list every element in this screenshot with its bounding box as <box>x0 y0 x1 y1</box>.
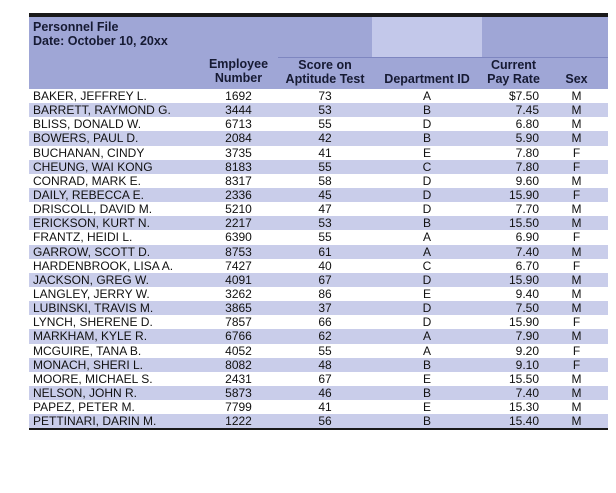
department-id-cell: B <box>372 386 482 400</box>
employee-number-cell: 2336 <box>199 188 278 202</box>
department-id-cell: A <box>372 89 482 103</box>
table-row <box>29 230 608 244</box>
department-id-cell: C <box>372 160 482 174</box>
employee-name-cell: MCGUIRE, TANA B. <box>29 344 199 358</box>
employee-number-cell: 6390 <box>199 230 278 244</box>
bottom-rule <box>29 428 608 430</box>
aptitude-score-cell: 46 <box>278 386 372 400</box>
department-id-cell: E <box>372 372 482 386</box>
pay-rate-cell: 5.90 <box>482 131 545 145</box>
sex-cell: M <box>545 372 608 386</box>
table-row <box>29 400 608 414</box>
aptitude-score-cell: 55 <box>278 230 372 244</box>
header-sex-label: Sex <box>565 72 588 86</box>
employee-name-cell: BUCHANAN, CINDY <box>29 146 199 160</box>
employee-name-cell: PETTINARI, DARIN M. <box>29 414 199 428</box>
aptitude-score-cell: 56 <box>278 414 372 428</box>
employee-number-cell: 2431 <box>199 372 278 386</box>
table-row <box>29 358 608 372</box>
employee-name-cell: DAILY, REBECCA E. <box>29 188 199 202</box>
table-row <box>29 202 608 216</box>
table-row <box>29 386 608 400</box>
aptitude-score-cell: 58 <box>278 174 372 188</box>
header-spacer-score <box>278 17 372 58</box>
employee-name-cell: CONRAD, MARK E. <box>29 174 199 188</box>
sex-cell: F <box>545 259 608 273</box>
sex-cell: M <box>545 131 608 145</box>
department-id-cell: A <box>372 245 482 259</box>
sex-cell: F <box>545 146 608 160</box>
department-id-cell: D <box>372 174 482 188</box>
department-id-cell: D <box>372 188 482 202</box>
sex-cell: M <box>545 216 608 230</box>
employee-number-cell: 3444 <box>199 103 278 117</box>
employee-number-cell: 6766 <box>199 329 278 343</box>
table-row <box>29 245 608 259</box>
sex-cell: M <box>545 117 608 131</box>
department-id-cell: B <box>372 414 482 428</box>
table-row <box>29 344 608 358</box>
department-id-cell: B <box>372 216 482 230</box>
employee-name-cell: HARDENBROOK, LISA A. <box>29 259 199 273</box>
pay-rate-cell: 7.80 <box>482 160 545 174</box>
header-dept <box>372 58 482 90</box>
pay-rate-cell: 15.90 <box>482 188 545 202</box>
employee-name-cell: BLISS, DONALD W. <box>29 117 199 131</box>
personnel-file-table-container <box>29 13 608 430</box>
pay-rate-cell: 6.90 <box>482 230 545 244</box>
pay-rate-cell: 6.70 <box>482 259 545 273</box>
file-title <box>29 17 278 89</box>
pay-rate-cell: 15.50 <box>482 372 545 386</box>
department-id-cell: D <box>372 273 482 287</box>
employee-number-cell: 2084 <box>199 131 278 145</box>
department-id-cell: A <box>372 230 482 244</box>
file-title-name: Personnel File <box>33 20 119 34</box>
table-row <box>29 301 608 315</box>
employee-name-cell: JACKSON, GREG W. <box>29 273 199 287</box>
pay-rate-cell: 9.10 <box>482 358 545 372</box>
employee-number-cell: 4091 <box>199 273 278 287</box>
header-pay-top: Current <box>490 58 537 72</box>
header-employee <box>199 57 278 85</box>
department-id-cell: B <box>372 358 482 372</box>
employee-name-cell: ERICKSON, KURT N. <box>29 216 199 230</box>
employee-name-cell: FRANTZ, HEIDI L. <box>29 230 199 244</box>
employee-number-cell: 5210 <box>199 202 278 216</box>
employee-number-cell: 1222 <box>199 414 278 428</box>
header-spacer-dept <box>372 17 482 58</box>
aptitude-score-cell: 55 <box>278 344 372 358</box>
employee-number-cell: 7799 <box>199 400 278 414</box>
table-row <box>29 89 608 103</box>
sex-cell: M <box>545 89 608 103</box>
pay-rate-cell: 7.90 <box>482 329 545 343</box>
employee-name-cell: LUBINSKI, TRAVIS M. <box>29 301 199 315</box>
pay-rate-cell: 15.40 <box>482 414 545 428</box>
employee-number-cell: 1692 <box>199 89 278 103</box>
aptitude-score-cell: 40 <box>278 259 372 273</box>
pay-rate-cell: 15.50 <box>482 216 545 230</box>
sex-cell: M <box>545 287 608 301</box>
aptitude-score-cell: 45 <box>278 188 372 202</box>
aptitude-score-cell: 86 <box>278 287 372 301</box>
sex-cell: M <box>545 329 608 343</box>
pay-rate-cell: 7.40 <box>482 386 545 400</box>
employee-name-cell: GARROW, SCOTT D. <box>29 245 199 259</box>
sex-cell: M <box>545 273 608 287</box>
sex-cell: F <box>545 344 608 358</box>
table-row <box>29 329 608 343</box>
department-id-cell: D <box>372 315 482 329</box>
header-pay-bottom: Pay Rate <box>487 72 540 86</box>
aptitude-score-cell: 61 <box>278 245 372 259</box>
aptitude-score-cell: 55 <box>278 117 372 131</box>
sex-cell: F <box>545 160 608 174</box>
sex-cell: M <box>545 414 608 428</box>
employee-number-cell: 3262 <box>199 287 278 301</box>
employee-name-cell: MARKHAM, KYLE R. <box>29 329 199 343</box>
aptitude-score-cell: 66 <box>278 315 372 329</box>
aptitude-score-cell: 53 <box>278 103 372 117</box>
header-score-bottom: Aptitude Test <box>285 72 365 86</box>
aptitude-score-cell: 67 <box>278 372 372 386</box>
aptitude-score-cell: 47 <box>278 202 372 216</box>
pay-rate-cell: 7.40 <box>482 245 545 259</box>
department-id-cell: A <box>372 344 482 358</box>
aptitude-score-cell: 41 <box>278 146 372 160</box>
sex-cell: M <box>545 174 608 188</box>
personnel-table <box>29 17 608 428</box>
table-row <box>29 174 608 188</box>
header-employee-top: Employee <box>208 57 269 71</box>
aptitude-score-cell: 42 <box>278 131 372 145</box>
sex-cell: M <box>545 103 608 117</box>
department-id-cell: E <box>372 400 482 414</box>
table-row <box>29 287 608 301</box>
pay-rate-cell: 7.70 <box>482 202 545 216</box>
header-dept-label: Department ID <box>384 72 470 86</box>
sex-cell: F <box>545 358 608 372</box>
employee-number-cell: 8183 <box>199 160 278 174</box>
employee-name-cell: LYNCH, SHERENE D. <box>29 315 199 329</box>
pay-rate-cell: 7.45 <box>482 103 545 117</box>
file-title-date: Date: October 10, 20xx <box>33 34 168 48</box>
aptitude-score-cell: 73 <box>278 89 372 103</box>
aptitude-score-cell: 48 <box>278 358 372 372</box>
department-id-cell: A <box>372 329 482 343</box>
pay-rate-cell: 15.90 <box>482 315 545 329</box>
pay-rate-cell: 9.40 <box>482 287 545 301</box>
table-row <box>29 315 608 329</box>
employee-number-cell: 8317 <box>199 174 278 188</box>
pay-rate-cell: 7.80 <box>482 146 545 160</box>
employee-number-cell: 2217 <box>199 216 278 230</box>
table-row <box>29 259 608 273</box>
department-id-cell: E <box>372 287 482 301</box>
table-row <box>29 131 608 145</box>
table-row <box>29 216 608 230</box>
aptitude-score-cell: 37 <box>278 301 372 315</box>
department-id-cell: D <box>372 117 482 131</box>
pay-rate-cell: 9.20 <box>482 344 545 358</box>
table-row <box>29 372 608 386</box>
sex-cell: F <box>545 315 608 329</box>
employee-name-cell: BAKER, JEFFREY L. <box>29 89 199 103</box>
table-row <box>29 160 608 174</box>
sex-cell: F <box>545 188 608 202</box>
department-id-cell: C <box>372 259 482 273</box>
employee-number-cell: 3865 <box>199 301 278 315</box>
department-id-cell: D <box>372 202 482 216</box>
header-score <box>278 58 372 90</box>
table-row <box>29 146 608 160</box>
department-id-cell: B <box>372 103 482 117</box>
sex-cell: F <box>545 230 608 244</box>
department-id-cell: E <box>372 146 482 160</box>
employee-name-cell: PAPEZ, PETER M. <box>29 400 199 414</box>
department-id-cell: D <box>372 301 482 315</box>
aptitude-score-cell: 53 <box>278 216 372 230</box>
employee-number-cell: 8082 <box>199 358 278 372</box>
header-spacer-pay <box>482 17 608 58</box>
pay-rate-cell: 15.30 <box>482 400 545 414</box>
table-row <box>29 273 608 287</box>
employee-number-cell: 5873 <box>199 386 278 400</box>
sex-cell: M <box>545 400 608 414</box>
employee-number-cell: 6713 <box>199 117 278 131</box>
employee-name-cell: NELSON, JOHN R. <box>29 386 199 400</box>
employee-name-cell: DRISCOLL, DAVID M. <box>29 202 199 216</box>
header-employee-bottom: Number <box>214 71 263 85</box>
aptitude-score-cell: 41 <box>278 400 372 414</box>
aptitude-score-cell: 55 <box>278 160 372 174</box>
table-row <box>29 103 608 117</box>
pay-rate-cell: $7.50 <box>482 89 545 103</box>
employee-number-cell: 7857 <box>199 315 278 329</box>
employee-number-cell: 7427 <box>199 259 278 273</box>
sex-cell: M <box>545 202 608 216</box>
sex-cell: M <box>545 245 608 259</box>
employee-number-cell: 3735 <box>199 146 278 160</box>
aptitude-score-cell: 67 <box>278 273 372 287</box>
pay-rate-cell: 7.50 <box>482 301 545 315</box>
employee-name-cell: LANGLEY, JERRY W. <box>29 287 199 301</box>
table-row <box>29 117 608 131</box>
pay-rate-cell: 15.90 <box>482 273 545 287</box>
employee-name-cell: BOWERS, PAUL D. <box>29 131 199 145</box>
table-row <box>29 188 608 202</box>
employee-name-cell: MOORE, MICHAEL S. <box>29 372 199 386</box>
pay-rate-cell: 6.80 <box>482 117 545 131</box>
pay-rate-cell: 9.60 <box>482 174 545 188</box>
aptitude-score-cell: 62 <box>278 329 372 343</box>
department-id-cell: B <box>372 131 482 145</box>
employee-number-cell: 8753 <box>199 245 278 259</box>
employee-name-cell: BARRETT, RAYMOND G. <box>29 103 199 117</box>
employee-name-cell: MONACH, SHERI L. <box>29 358 199 372</box>
sex-cell: M <box>545 386 608 400</box>
header-pay <box>482 58 545 90</box>
header-sex <box>545 58 608 90</box>
table-row <box>29 414 608 428</box>
employee-name-cell: CHEUNG, WAI KONG <box>29 160 199 174</box>
employee-number-cell: 4052 <box>199 344 278 358</box>
header-score-top: Score on <box>298 58 352 72</box>
sex-cell: M <box>545 301 608 315</box>
